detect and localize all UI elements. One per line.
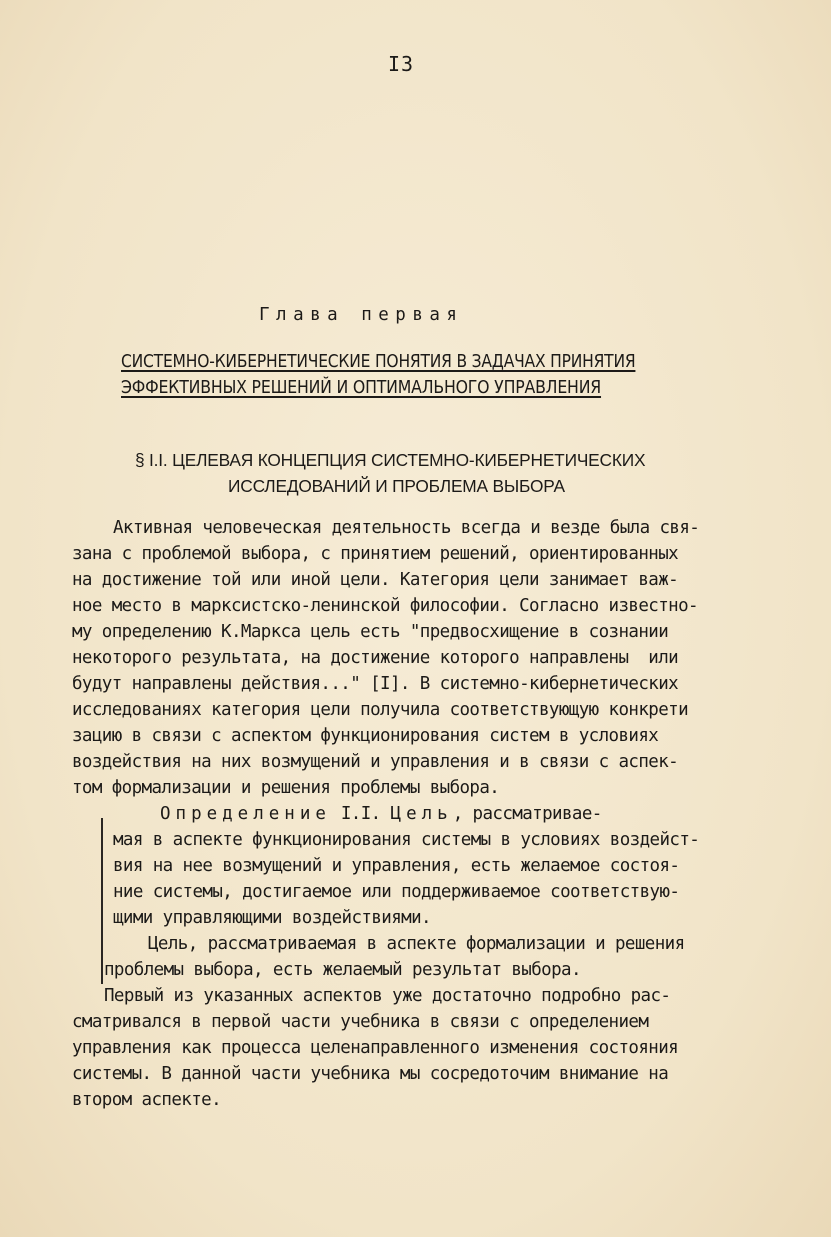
- paragraph-1-line-7: будут направлены действия..." [I]. В системно-кибернетических: [72, 674, 679, 694]
- definition-number: I.I.: [340, 804, 381, 824]
- section-title-line-1: § I.I. ЦЕЛЕВАЯ КОНЦЕПЦИЯ СИСТЕМНО-КИБЕРНЕТИЧЕСКИХ: [135, 450, 646, 470]
- paragraph-1-line-6: некоторого результата, на достижение которого направлены или: [72, 648, 679, 668]
- section-title-line-2: ИССЛЕДОВАНИЙ И ПРОБЛЕМА ВЫБОРА: [228, 476, 565, 496]
- chapter-heading: Глава первая: [259, 305, 464, 325]
- definition-line-5: щими управляющими воздействиями.: [113, 908, 431, 928]
- paragraph-3-line-5: втором аспекте.: [72, 1090, 222, 1110]
- paragraph-1-line-1: Активная человеческая деятельность всегда и везде была свя-: [113, 518, 700, 538]
- paragraph-3-line-4: системы. В данной части учебника мы сосредоточим внимание на: [72, 1064, 669, 1084]
- chapter-title-line-1: СИСТЕМНО-КИБЕРНЕТИЧЕСКИЕ ПОНЯТИЯ В ЗАДАЧАХ ПРИНЯТИЯ: [121, 352, 636, 372]
- paragraph-1-line-10: воздействия на них возмущений и управления и в связи с аспек-: [72, 752, 679, 772]
- chapter-title-line-2: ЭФФЕКТИВНЫХ РЕШЕНИЙ И ОПТИМАЛЬНОГО УПРАВЛЕНИЯ: [121, 378, 602, 398]
- paragraph-1-line-2: зана с проблемой выбора, с принятием решений, ориентированных: [72, 544, 679, 564]
- definition-paragraph-2-line-2: проблемы выбора, есть желаемый результат выбора.: [104, 960, 581, 980]
- definition-paragraph-2-line-1: Цель, рассматриваемая в аспекте формализации и решения: [148, 934, 685, 954]
- definition-margin-bar: [101, 818, 103, 984]
- paragraph-1-line-3: на достижение той или иной цели. Категория цели занимает важ-: [72, 570, 679, 590]
- paragraph-1-line-9: зацию в связи с аспектом функционирования систем в условиях: [72, 726, 659, 746]
- definition-line-2: мая в аспекте функционирования системы в условиях воздейст-: [113, 830, 700, 850]
- paragraph-1-line-4: ное место в марксистско-ленинской философии. Согласно известно-: [72, 596, 698, 616]
- paragraph-1-line-11: том формализации и решения проблемы выбора.: [72, 778, 500, 798]
- paragraph-3-line-3: управления как процесса целенаправленного изменения состояния: [72, 1038, 679, 1058]
- paragraph-1-line-5: му определению К.Маркса цель есть "предвосхищение в сознании: [72, 622, 669, 642]
- definition-first-rest: , рассматривае-: [452, 804, 602, 824]
- paragraph-3-line-2: сматривался в первой части учебника в связи с определением: [72, 1012, 649, 1032]
- paragraph-1-line-8: исследованиях категория цели получила соответствующую конкрети: [72, 700, 689, 720]
- page-number: I3: [388, 52, 415, 76]
- paragraph-3-line-1: Первый из указанных аспектов уже достаточно подробно рас-: [104, 986, 671, 1006]
- definition-first-line: [160, 804, 602, 824]
- definition-term: Цель: [390, 804, 453, 824]
- definition-label: Определение: [160, 804, 331, 824]
- definition-line-3: вия на нее возмущений и управления, есть желаемое состоя-: [113, 856, 680, 876]
- definition-line-4: ние системы, достигаемое или поддерживаемое соответствую-: [113, 882, 680, 902]
